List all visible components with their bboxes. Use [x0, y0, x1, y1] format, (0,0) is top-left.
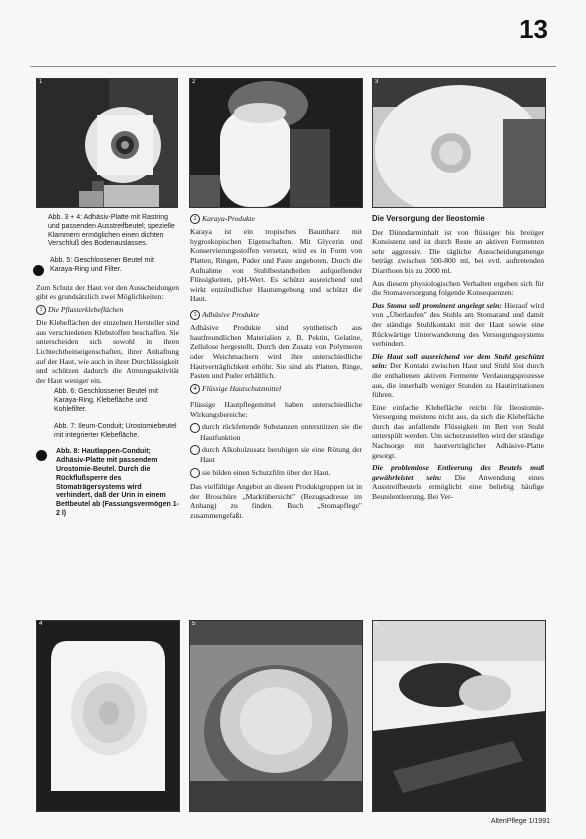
subhead-4-title: Flüssige Hautschutzmittel [202, 383, 282, 393]
right-paragraph-4-text: Der Kontakt zwischen Haut und Stuhl löst durch die enthaltenen aktiven Fermente Verdauungsprozesse aus, die innerhalb weniger Stunden zu Hautirritationen führen. [372, 361, 544, 400]
photo-3-ostomy-closeup [372, 78, 546, 208]
list-item [190, 445, 362, 465]
bold-lead-3: Die problemlose Entleerung des Beutels muß gewährleistet sein: [372, 463, 544, 482]
list-item-text: durch Alkoholzusatz beruhigen sie eine Rötung der Haut [200, 445, 362, 465]
number-circle-icon: 3 [190, 310, 200, 320]
photo-4-adhesive-plate [36, 620, 180, 812]
list-item [190, 468, 362, 478]
list-item-text: sie bilden einen Schutzfilm über der Haut. [202, 467, 331, 477]
middle-paragraph-3: Flüssige Hautpflegemittel haben unterschiedliche Wirkungsbereiche: [190, 400, 362, 419]
right-paragraph-4 [372, 352, 544, 400]
list-item [190, 422, 362, 442]
section-heading: Die Versorgung der Ileostomie [372, 214, 485, 223]
right-paragraph-1: Der Dünndarminhalt ist von flüssiger bis breiiger Konsistenz und ist durch Reste an aktiven Fermenten sehr aggressiv. Die tägliche Ausscheidungsmenge beträgt zwischen 500-800 ml, bei evtl. auftretenden Diarrhoen bis zu 2000 ml. [372, 227, 544, 275]
right-paragraph-5: Eine einfache Klebefläche reicht für Ileostomie-Versorgung meistens nicht aus, da sich die Klebefläche durch das anfallende Flüssigkeit im Bett von Stuhl unterspült werden. Um sicherzustellen wird der ständige Nachsorge mit hautverträglicher Adhäsive-Platte gesorgt. [372, 402, 544, 460]
figure-number: 5 [192, 621, 196, 627]
caption-abb-5-text: Abb. 5: Geschlossener Beutel mit Karaya-Ring und Filter. [50, 257, 154, 273]
bold-lead-2: Die Haut soll ausreichend vor dem Stuhl geschützt sein: [372, 351, 544, 371]
subhead-3 [190, 310, 362, 320]
photo-2-ostomy-bag [189, 78, 363, 208]
caption-abb-5 [36, 257, 179, 275]
list-circle-icon [190, 445, 200, 455]
bullet-dot-icon [36, 450, 47, 461]
photo-1-image [37, 79, 177, 207]
right-paragraph-3 [372, 301, 544, 349]
number-circle-icon: 1 [36, 305, 46, 315]
bold-lead-1: Das Stoma soll prominent angelegt sein: [372, 300, 502, 310]
photo-4-image [37, 621, 179, 811]
photo-6-image [373, 621, 545, 811]
photo-2-image [190, 79, 362, 207]
figure-number: 4 [39, 621, 43, 627]
caption-abb-3-4: Abb. 3 + 4: Adhäsiv-Platte mit Rastring und passenden Ausstreifbeutel; spezielle Klammern ermöglichen einen dichten Verschluß des Bodenauslasses. [48, 214, 175, 248]
right-column [372, 214, 544, 505]
photo-3-image [373, 79, 545, 207]
left-paragraph-1: Zum Schutz der Haut vor den Ausscheidungen gibt es grundsätzlich zwei Möglichkeiten: [36, 282, 179, 302]
photo-6-urostomy-bag [372, 620, 546, 812]
subhead-1 [36, 305, 179, 315]
list-circle-icon [190, 468, 200, 478]
figure-number: 2 [192, 79, 196, 85]
subhead-3-title: Adhäsive Produkte [202, 310, 260, 319]
subhead-1-title: Die Pflasterklebeflächen [48, 304, 124, 314]
photo-1-ostomy-plate [36, 78, 178, 208]
list-circle-icon [190, 423, 200, 433]
right-paragraph-6 [372, 463, 544, 501]
middle-column [190, 214, 362, 524]
figure-number: 3 [375, 79, 379, 85]
figure-number: 1 [39, 79, 43, 85]
header-rule [30, 66, 556, 67]
subhead-2-title: Karaya-Produkte [202, 214, 255, 223]
left-column [36, 214, 179, 527]
photo-5-bag-on-skin [189, 620, 363, 812]
number-circle-icon: 2 [190, 214, 200, 224]
page-number: 13 [519, 14, 548, 44]
list-item-text: durch rückfettende Substanzen unterstützen sie die Hautfunktion [200, 422, 362, 442]
middle-paragraph-4: Das vielfältige Angebot an diesen Produktgruppen ist in der Broschüre „Marktübersicht" (Bezugsadresse im Anhang) zu finden. Buch „Stomapflege" zusammengefaßt. [190, 482, 362, 520]
right-paragraph-6-text: Die Anwendung eines Ausstreifbeutels ermöglicht eine beliebig häufige Beutelentleerung. Bei Ver- [372, 472, 544, 502]
middle-paragraph-1: Karaya ist ein tropisches Baumharz mit hygroskopischen Eigenschaften. Mit Glycerin und Konservierungsstoffen versetzt, wird es in Form von Platten, Ringen, Puder und Paste angeboten. Durch die Aufnahme von Stuhlbestandteilen aufquellender Flüssigkeiten, pH-Wert. Es schützt ausreichend und wirkt entzündlicher Hautumgebung und schützt die Haut. [190, 227, 362, 304]
caption-abb-7: Abb. 7: Ileum-Conduit; Urostomiebeutel mit integrierter Klebefläche. [54, 422, 177, 439]
figure-number: 6 [375, 621, 379, 627]
subhead-4 [190, 384, 362, 394]
photo-5-image [190, 621, 362, 811]
left-paragraph-2: Die Klebeflächen der einzelnen Hersteller sind aus verschiedenen Klebstoffen beschaffen. Sie unterscheiden sich sowohl in ihren Lichtechtheitseigenschaften, ihrer Anhaftung auf der Haut, wie auch in ihrer Durchlässigkeit und schützen dadurch die Atmungsaktivität der Haut weniger ein. [36, 318, 179, 385]
subhead-2 [190, 214, 362, 224]
caption-abb-6: Abb. 6: Geschlossener Beutel mit Karaya-Ring, Klebefläche und Kohlefilter. [54, 388, 158, 413]
caption-abb-8 [36, 448, 179, 518]
bullet-dot-icon [33, 265, 44, 276]
footer-magazine-issue: AltenPflege 1/1991 [490, 818, 550, 825]
middle-paragraph-2: Adhäsive Produkte sind synthetisch aus hautfreundlichen Materialien z. B. Pektin, Gelatine, Zellulose hergestellt. Durch den Zusatz von Polymeren oder Weichmachern wird ihre unterschiedliche Hautverträglichkeit erhöht. Sie sind als Platten, Ringe, Pasten und Puder erhältlich. [190, 323, 362, 381]
caption-abb-8-text: Abb. 8: Hautlappen-Conduit; Adhäsiv-Platte mit passendem Urostomie-Beutel. Durch die Rückflußsperre des Stomaträgersystems wird verhindert, daß der Urin in einem Bettbeutel ab (Fassungsvermögen 1-2 l) [56, 448, 179, 517]
number-circle-icon: 4 [190, 384, 200, 394]
right-paragraph-2: Aus diesem physiologischen Verhalten ergeben sich für die Stomaversorgung folgende Konsequenzen: [372, 278, 544, 298]
right-paragraph-3-text: Hierauf wird von „Überlaufen" des Stuhls am Stomarand und damit der ständige Stuhlkontakt mit der Haut sowie eine Rückwärtige Unterwanderung des Versorgungssystems verhindert. [372, 300, 544, 349]
